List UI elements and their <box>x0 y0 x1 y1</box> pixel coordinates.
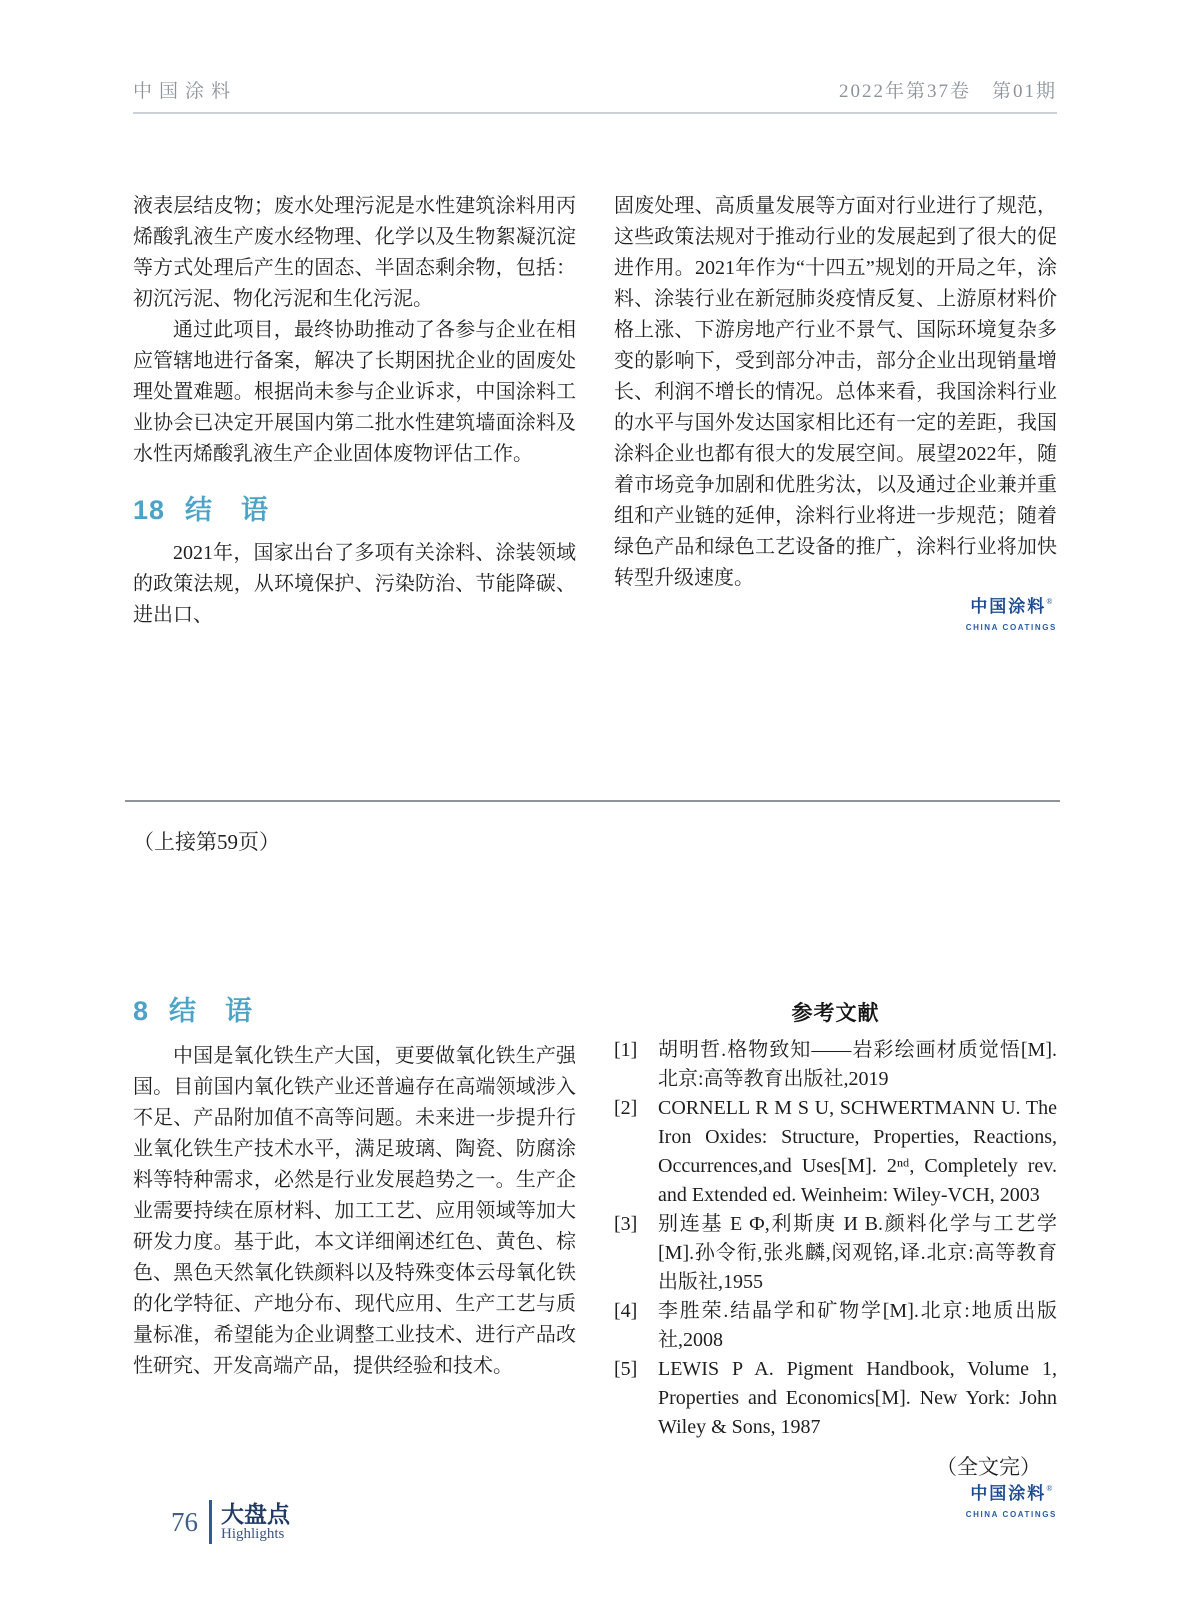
section-heading-8 <box>133 989 576 1028</box>
article-top <box>133 191 1057 635</box>
section-title: 结 语 <box>185 495 270 525</box>
logo-cn-text: 中国涂料 <box>970 1484 1047 1503</box>
reference-number: [4] <box>614 1300 638 1322</box>
section-number: 18 <box>133 495 166 525</box>
reference-item <box>614 1036 1057 1094</box>
article-top-left-column <box>133 191 576 635</box>
end-of-article-note: （全文完） <box>936 1455 1041 1479</box>
section-divider-line <box>125 800 1060 802</box>
footer-section-en: Highlights <box>221 1525 285 1542</box>
reference-number: [3] <box>614 1213 638 1235</box>
article-end-logo-wrap <box>614 1485 1057 1522</box>
reference-number: [5] <box>614 1358 638 1380</box>
article-bottom-left-column <box>133 985 576 1522</box>
paragraph: 液表层结皮物；废水处理污泥是水性建筑涂料用丙烯酸乳液生产废水经物理、化学以及生物絮凝沉淀等方式处理后产生的固态、半固态剩余物，包括：初沉污泥、物化污泥和生化污泥。 <box>133 195 576 310</box>
section-heading-18 <box>133 488 576 527</box>
reference-text: 李胜荣.结晶学和矿物学[M].北京:地质出版社,2008 <box>658 1300 1057 1351</box>
footer-divider-bar <box>209 1500 212 1544</box>
china-coatings-logo <box>966 1485 1057 1521</box>
reference-item <box>614 1355 1057 1442</box>
paragraph: 中国是氧化铁生产大国，更要做氧化铁生产强国。目前国内氧化铁产业还普遍存在高端领域涉入不足、产品附加值不高等问题。未来进一步提升行业氧化铁生产技术水平，满足玻璃、陶瓷、防腐涂料等特种需求，必然是行业发展趋势之一。生产企业需要持续在原材料、加工工艺、应用领域等加大研发力度。基于此，本文详细阐述红色、黄色、棕色、黑色天然氧化铁颜料以及特殊变体云母氧化铁的化学特征、产地分布、现代应用、生产工艺与质量标准，希望能为企业调整工业技术、进行产品改性研究、开发高端产品，提供经验和技术。 <box>133 1045 576 1377</box>
article-bottom-right-column <box>614 985 1057 1522</box>
page-footer <box>171 1500 290 1544</box>
reference-number: [1] <box>614 1039 638 1061</box>
references-title: 参考文献 <box>791 1002 880 1025</box>
registered-mark-icon: ® <box>1046 597 1053 606</box>
reference-item <box>614 1094 1057 1210</box>
article-end-logo-wrap <box>614 598 1057 635</box>
reference-item <box>614 1210 1057 1297</box>
logo-en-text: CHINA COATINGS <box>965 1509 1057 1519</box>
reference-item <box>614 1297 1057 1355</box>
paragraph: 通过此项目，最终协助推动了各参与企业在相应管辖地进行备案，解决了长期困扰企业的固废处理处置难题。根据尚未参与企业诉求，中国涂料工业协会已决定开展国内第二批水性建筑墙面涂料及水性丙烯酸乳液生产企业固体废物评估工作。 <box>133 319 576 465</box>
paragraph: 固废处理、高质量发展等方面对行业进行了规范，这些政策法规对于推动行业的发展起到了很大的促进作用。2021年作为“十四五”规划的开局之年，涂料、涂装行业在新冠肺炎疫情反复、上游原材料价格上涨、下游房地产行业不景气、国际环境复杂多变的影响下，受到部分冲击，部分企业出现销量增长、利润不增长的情况。总体来看，我国涂料行业的水平与国外发达国家相比还有一定的差距，我国涂料企业也都有很大的发展空间。展望2022年，随着市场竞争加剧和优胜劣汰，以及通过企业兼并重组和产业链的延伸，涂料行业将进一步规范；随着绿色产品和绿色工艺设备的推广，涂料行业将加快转型升级速度。 <box>614 195 1057 589</box>
journal-name: 中国涂料 <box>133 81 238 102</box>
china-coatings-logo <box>966 598 1057 634</box>
article-bottom <box>133 985 1057 1522</box>
registered-mark-icon: ® <box>1046 1484 1053 1493</box>
paragraph: 2021年，国家出台了多项有关涂料、涂装领域的政策法规，从环境保护、污染防治、节能降碳、进出口、 <box>133 542 576 626</box>
article-top-right-column <box>614 191 1057 635</box>
issue-info: 2022年第37卷 第01期 <box>838 81 1057 102</box>
page-number: 76 <box>171 1506 198 1537</box>
reference-number: [2] <box>614 1097 638 1119</box>
logo-en-text: CHINA COATINGS <box>965 622 1057 632</box>
reference-list <box>614 1036 1057 1442</box>
footer-section-cn: 大盘点 <box>221 1500 290 1527</box>
page-header <box>133 76 1057 114</box>
section-number: 8 <box>133 996 150 1026</box>
reference-text: LEWIS P A. Pigment Handbook, Volume 1, Properties and Economics[M]. New York: John Wiley & Sons, 1987 <box>658 1358 1057 1438</box>
reference-text: CORNELL R M S U, SCHWERTMANN U. The Iron Oxides: Structure, Properties, Reactions, Occurrences,and Uses[M]. 2ⁿᵈ, Completely rev. and Extended ed. Weinheim: Wiley-VCH, 2003 <box>658 1097 1057 1206</box>
continued-from-note: （上接第59页） <box>133 830 280 854</box>
footer-section <box>221 1502 290 1543</box>
reference-text: 胡明哲.格物致知——岩彩绘画材质觉悟[M].北京:高等教育出版社,2019 <box>658 1039 1057 1090</box>
reference-text: 别连基 Е Ф,利斯庚 И В.颜料化学与工艺学[M].孙令衔,张兆麟,闵观铭,译.北京:高等教育出版社,1955 <box>658 1213 1057 1293</box>
logo-cn-text: 中国涂料 <box>970 597 1047 616</box>
section-title: 结 语 <box>169 996 254 1026</box>
